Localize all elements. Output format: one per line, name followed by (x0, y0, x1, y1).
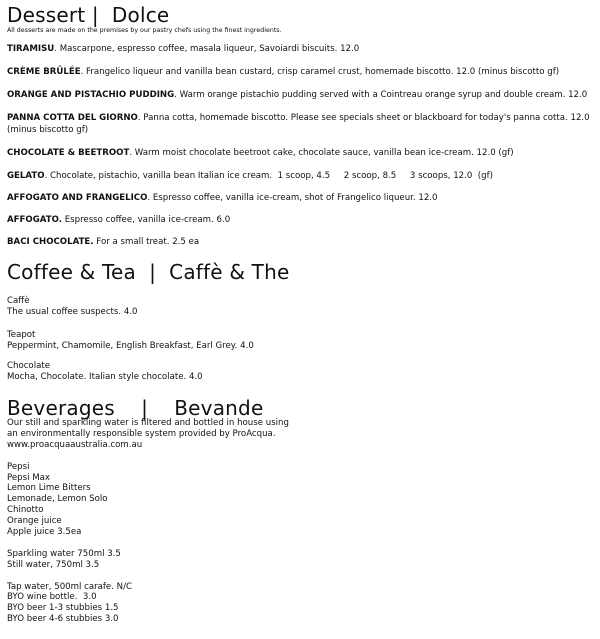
coffee-group-description: Mocha, Chocolate. Italian style chocolate. 4.0 (7, 372, 203, 382)
menu-item-name: CRÈME BRÛLÉE (7, 67, 81, 77)
beverage-item: Apple juice 3.5ea (7, 527, 82, 537)
beverages-note-line: www.proacquaaustralia.com.au (7, 439, 143, 450)
beverage-item: Sparkling water 750ml 3.5 (7, 548, 121, 559)
coffee-group-name: Caffè (7, 296, 30, 306)
beverage-item: Still water, 750ml 3.5 (7, 559, 100, 570)
beverage-item: Chinotto (7, 505, 44, 516)
beverage-item: BYO beer 4-6 stubbies 3.0 (7, 614, 119, 625)
menu-item-name: CHOCOLATE & BEETROOT (7, 148, 130, 158)
beverage-item: Lemonade, Lemon Solo (7, 494, 108, 505)
menu-item-description: . Mascarpone, espresso coffee, masala liqueur, Savoiardi biscuits. 12.0 (54, 44, 360, 54)
menu-item (7, 113, 597, 136)
beverage-item: Pepsi Max (7, 472, 50, 483)
dessert-heading: Dessert | Dolce (7, 3, 170, 27)
menu-item-name: GELATO (7, 171, 45, 181)
menu-item (7, 67, 597, 79)
menu-item (7, 215, 597, 227)
menu-item-description: . Frangelico liqueur and vanilla bean custard, crisp caramel crust, homemade biscotto. 12.0 (minus biscotto gf) (80, 67, 560, 77)
menu-item (7, 148, 597, 160)
beverages-note-line: an environmentally responsible system provided by ProAcqua. (7, 428, 276, 439)
beverage-item: Tap water, 500ml carafe. N/C (7, 581, 133, 592)
coffee-group-name: Teapot (7, 330, 36, 340)
menu-item-description: . Espresso coffee, vanilla ice-cream, shot of Frangelico liqueur. 12.0 (147, 193, 438, 203)
beverages-heading: Beverages | Bevande (7, 396, 264, 420)
coffee-heading: Coffee & Tea | Caffè & The (7, 260, 290, 284)
menu-item (7, 237, 597, 249)
menu-item-name: AFFOGATO AND FRANGELICO (7, 193, 148, 203)
menu-item (7, 44, 597, 56)
menu-item (7, 171, 597, 183)
menu-item-name: TIRAMISU (7, 44, 55, 54)
menu-item-description: For a small treat. 2.5 ea (93, 237, 200, 247)
menu-item-description: . Chocolate, pistachio, vanilla bean Italian ice cream. 1 scoop, 4.5 2 scoop, 8.5 3 scoops, 12.0 (gf) (44, 171, 493, 181)
menu-item-name: AFFOGATO. (7, 215, 62, 225)
beverage-item: Lemon Lime Bitters (7, 483, 91, 494)
coffee-group-name: Chocolate (7, 361, 50, 371)
menu-item (7, 90, 597, 102)
menu-item-name: PANNA COTTA DEL GIORNO (7, 113, 138, 123)
menu-item-name: BACI CHOCOLATE. (7, 237, 94, 247)
coffee-group-description: The usual coffee suspects. 4.0 (7, 307, 138, 317)
menu-item-description: . Panna cotta, homemade biscotto. Please see specials sheet or blackboard for today's panna cotta. 12.0 (minus biscotto gf) (7, 113, 593, 135)
beverage-item: Pepsi (7, 461, 30, 472)
menu-item (7, 193, 597, 205)
menu-item-description: Espresso coffee, vanilla ice-cream. 6.0 (61, 215, 231, 225)
beverage-item: Orange juice (7, 516, 62, 527)
menu-item-description: . Warm orange pistachio pudding served with a Cointreau orange syrup and double cream. 12.0 (174, 90, 588, 100)
menu-item-name: ORANGE AND PISTACHIO PUDDING (7, 90, 175, 100)
coffee-group-description: Peppermint, Chamomile, English Breakfast, Earl Grey. 4.0 (7, 341, 254, 351)
beverage-item: BYO beer 1-3 stubbies 1.5 (7, 603, 119, 614)
dessert-note: All desserts are made on the premises by our pastry chefs using the finest ingredients. (7, 27, 282, 34)
beverages-note-line: Our still and sparkling water is filtered and bottled in house using (7, 418, 289, 428)
menu-item-description: . Warm moist chocolate beetroot cake, chocolate sauce, vanilla bean ice-cream. 12.0 (gf) (129, 148, 514, 158)
beverage-item: BYO wine bottle. 3.0 (7, 592, 97, 603)
